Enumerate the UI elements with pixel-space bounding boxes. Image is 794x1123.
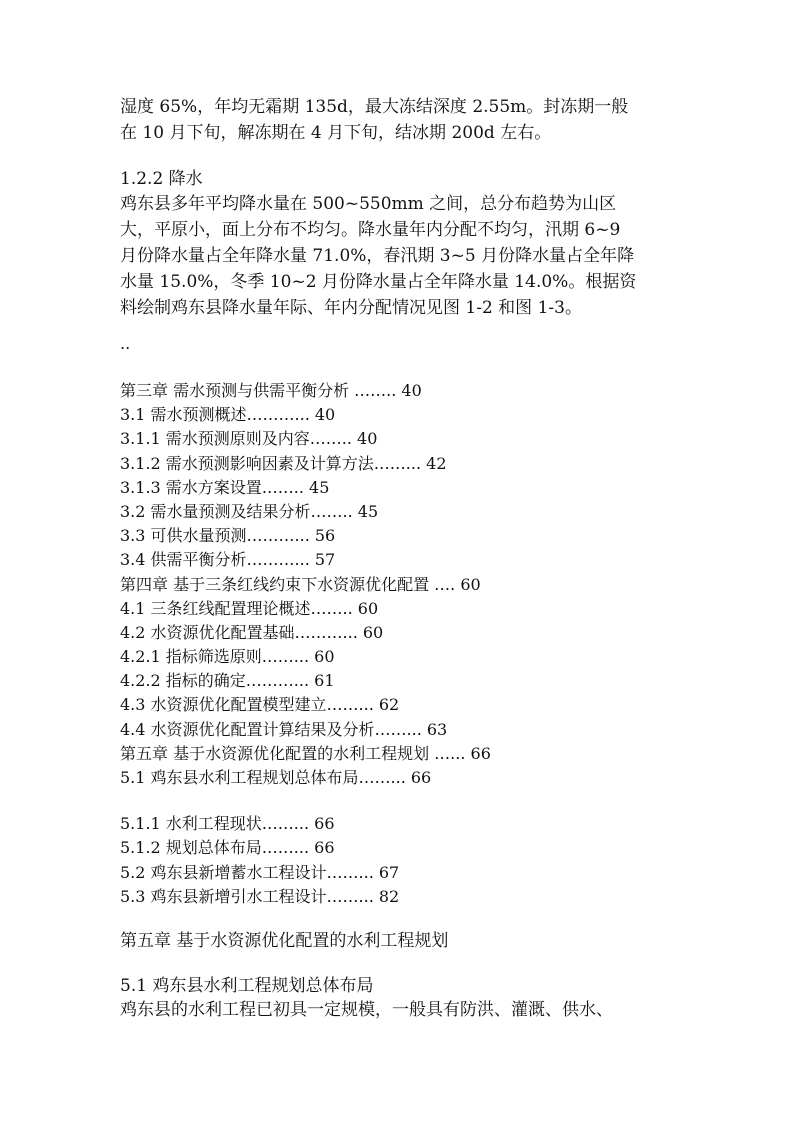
toc-entry: 4.2.2 指标的确定………... 61 (120, 671, 335, 691)
precipitation-heading: 1.2.2 降水 (120, 169, 203, 189)
toc-entry: 4.3 水资源优化配置模型建立……... 62 (120, 695, 400, 715)
toc-entry: 4.4 水资源优化配置计算结果及分析……... 63 (120, 719, 448, 739)
toc-entry: 4.2.1 指标筛选原则……... 60 (120, 647, 335, 667)
toc-entry: 5.2 鸡东县新增蓄水工程设计……... 67 (120, 862, 400, 882)
toc-entry: 第三章 需水预测与供需平衡分析 …….. 40 (120, 381, 422, 400)
paragraph-line: 月份降水量占全年降水量 71.0%，春汛期 3~5 月份降水量占全年降 (120, 246, 635, 266)
toc-entry: 5.1.2 规划总体布局……... 66 (120, 838, 335, 858)
toc-entry: 3.1 需水预测概述………... 40 (120, 405, 336, 425)
paragraph-line: 水量 15.0%，冬季 10~2 月份降水量占全年降水量 14.0%。根据资 (120, 272, 637, 292)
toc-entry: 4.1 三条红线配置理论概述…….. 60 (120, 598, 379, 618)
precipitation-paragraph (120, 191, 680, 321)
toc-entry: 第五章 基于水资源优化配置的水利工程规划 …... 66 (120, 743, 491, 763)
climate-paragraph (120, 94, 680, 146)
ellipsis-marker: .. (120, 334, 131, 353)
section-heading: 5.1 鸡东县水利工程规划总体布局 (120, 976, 374, 996)
toc-entry: 3.1.3 需水方案设置…….. 45 (120, 477, 330, 497)
paragraph-line: 湿度 65%，年均无霜期 135d，最大冻结深度 2.55m。封冻期一般 (120, 97, 629, 117)
chapter-heading: 第五章 基于水资源优化配置的水利工程规划 (120, 931, 449, 951)
paragraph-line: 在 10 月下旬，解冻期在 4 月下旬，结冰期 200d 左右。 (120, 123, 552, 143)
toc-entry: 3.1.2 需水预测影响因素及计算方法……... 42 (120, 453, 447, 473)
paragraph-line: 鸡东县多年平均降水量在 500~550mm 之间，总分布趋势为山区 (120, 194, 617, 214)
toc-entry: 5.1.1 水利工程现状……... 66 (120, 814, 335, 834)
paragraph-line: 大，平原小，面上分布不均匀。降水量年内分配不均匀，汛期 6~9 (120, 220, 621, 240)
table-of-contents (120, 379, 680, 909)
toc-entry: 5.1 鸡东县水利工程规划总体布局……... 66 (120, 768, 432, 787)
toc-entry: 5.3 鸡东县新增引水工程设计……... 82 (120, 886, 400, 906)
toc-entry: 3.3 可供水量预测………... 56 (120, 526, 336, 546)
toc-entry: 3.4 供需平衡分析………... 57 (120, 550, 336, 570)
toc-entry: 3.2 需水量预测及结果分析…….. 45 (120, 501, 379, 521)
toc-blank-line (120, 790, 680, 812)
toc-entry: 3.1.1 需水预测原则及内容…….. 40 (120, 429, 378, 449)
section-paragraph: 鸡东县的水利工程已初具一定规模，一般具有防洪、灌溉、供水、 (120, 1000, 613, 1020)
toc-entry: 4.2 水资源优化配置基础………... 60 (120, 622, 384, 642)
paragraph-line: 料绘制鸡东县降水量年际、年内分配情况见图 1-2 和图 1-3。 (120, 298, 582, 318)
toc-entry: 第四章 基于三条红线约束下水资源优化配置 …. 60 (120, 574, 481, 594)
